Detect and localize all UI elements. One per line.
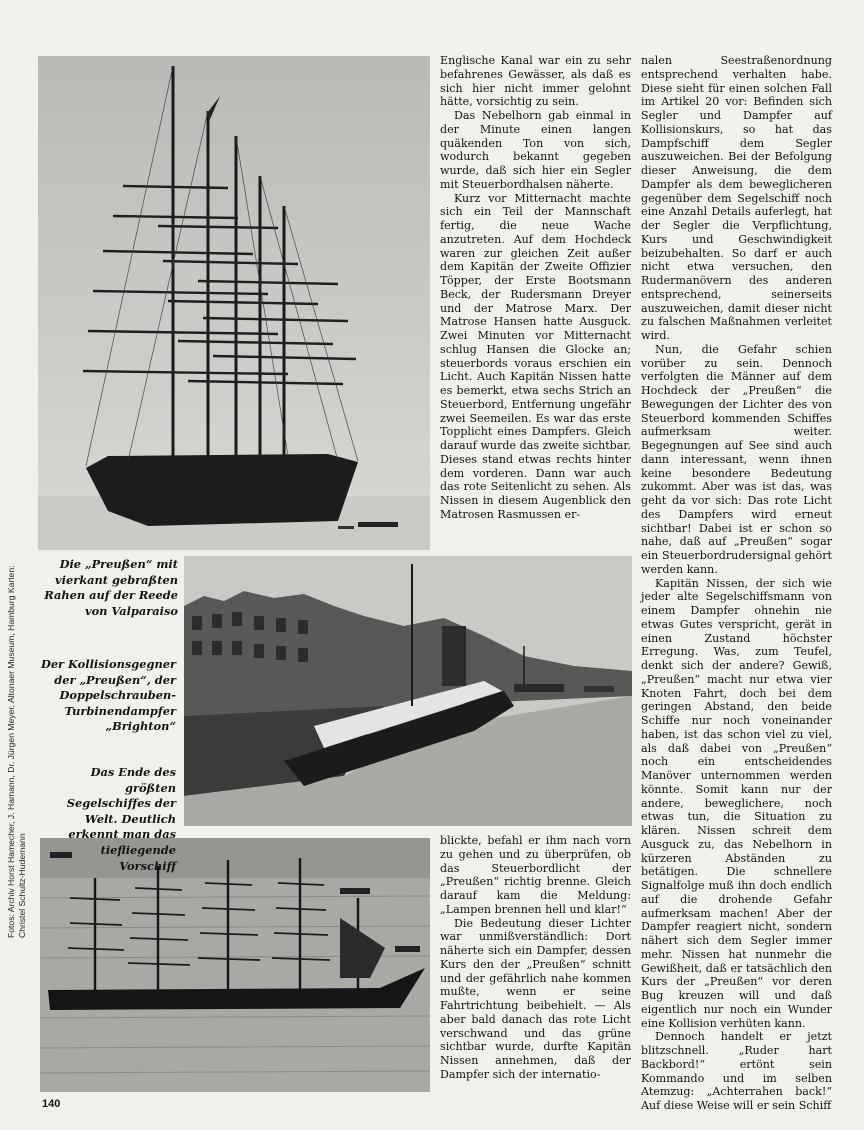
caption-brighton [40, 657, 176, 735]
steamer-harbour-image [184, 556, 632, 826]
photo-credit-text: Fotos: Archiv Horst Hamecher, J. Hamann, Dr. Jürgen Meyer, Altonaer Museum, Hamburg Karten: Christel Schultz-Hudemann [6, 565, 27, 938]
paragraph: blickte, befahl er ihm nach vorn zu gehen und zu überprüfen, ob das Steuerbordlicht der „Preußen“ richtig brenne. Gleich darauf kam die Meldung: „Lampen brennen hell und klar!“ [440, 834, 631, 916]
photo-credit [4, 548, 38, 938]
caption-wreck [40, 765, 176, 874]
five-masted-ship-image [38, 56, 430, 550]
brighton-photo [184, 556, 632, 826]
paragraph: Dennoch handelt er jetzt blitzschnell. „Ruder hart Backbord!“ ertönt sein Kommando und im selben Atemzug: „Achterrahen back!“ Auf diese Weise will er sein Schiff [641, 1030, 832, 1112]
caption-brighton-text: Der Kollisionsgegner der „Preußen“, der Doppelschrauben-Turbinendampfer „Brighton“ [40, 657, 176, 734]
caption-preussen-text: Die „Preußen“ mit vierkant gebraßten Rahen auf der Reede von Valparaiso [44, 557, 178, 618]
paragraph: Englische Kanal war ein zu sehr befahrenes Gewässer, als daß es sich hier nicht immer gelohnt hätte, vorsichtig zu sein. [440, 54, 631, 109]
article-column-1-top [440, 54, 631, 522]
caption-wreck-text: Das Ende des größten Segelschiffes der Welt. Deutlich erkennt man das tiefliegende Vorschiff [66, 765, 176, 873]
paragraph: Kurz vor Mitternacht machte sich ein Teil der Mannschaft fertig, die neue Wache anzutreten. Auf dem Hochdeck waren zur gleichen Zeit außer dem Kapitän der Zweite Offizier Töpper, der Erste Bootsmann Beck, der Rudersmann Dreyer und der Matrose Marx. Der Matrose Hansen hatte Ausguck. Zwei Minuten vor Mitternacht schlug Hansen die Glocke an; steuerbords voraus erschien ein Licht. Auch Kapitän Nissen hatte es bemerkt, etwa sechs Strich an Steuerbord, Entfernung ungefähr zwei Seemeilen. Es war das erste Topplicht eines Dampfers. Gleich darauf wurde das zweite sichtbar. Dieses stand etwas rechts hinter dem vorderen. Dann war auch das rote Seitenlicht zu sehen. Als Nissen in diesem Augenblick den Matrosen Rasmussen er- [440, 191, 631, 521]
wrecked-ship-image [40, 838, 430, 1092]
page-number: 140 [42, 1098, 61, 1110]
paragraph: Die Bedeutung dieser Lichter war unmißverständlich: Dort näherte sich ein Dampfer, dessen Kurs den der „Preußen“ schnitt und der gefährlich nahe kommen mußte, wenn er seine Fahrtrichtung beibehielt. — Als aber bald danach das rote Licht verschwand und das grüne sichtbar wurde, durfte Kapitän Nissen annehmen, daß der Dampfer sich der internatio- [440, 916, 631, 1081]
paragraph: Nun, die Gefahr schien vorüber zu sein. Dennoch verfolgten die Männer auf dem Hochdeck der „Preußen“ die Bewegungen der Lichter des von Steuerbord kommenden Schiffes aufmerksam weiter. Begegnungen auf See sind auch dann interessant, wenn ihnen keine besondere Bedeutung zukommt. Aber was ist das, was geht da vor sich: Das rote Licht des Dampfers wird erneut sichtbar! Dabei ist er schon so nahe, daß auf „Preußen“ sogar ein Steuerbordrudersignal gehört werden kann. [641, 342, 832, 576]
paragraph: nalen Seestraßenordnung entsprechend verhalten habe. Diese sieht für einen solchen Fall im Artikel 20 vor: Befinden sich Segler und Dampfer auf Kollisionskurs, so hat das Dampfschiff dem Segler auszuweichen. Bei der Befolgung dieser Anweisung, die dem Dampfer als dem beweglicheren gegenüber dem Segelschiff noch eine Anzahl Details auferlegt, hat der Segler die Verpflichtung, Kurs und Geschwindigkeit beizubehalten. So darf er auch nicht etwa versuchen, den Rudermanövern des anderen entsprechend, seinerseits auszuweichen, damit dieser nicht zu falschen Maßnahmen verleitet wird. [641, 54, 832, 342]
wreck-photo [40, 838, 430, 1092]
preussen-photo [38, 56, 430, 550]
paragraph: Kapitän Nissen, der sich wie jeder alte Segelschiffsmann von einem Dampfer ohnehin nie etwas Gutes verspricht, gerät in einen Zustand höchster Erregung. Was, zum Teufel, denkt sich der andere? Gewiß, „Preußen“ macht nur etwa vier Knoten Fahrt, doch bei dem geringen Abstand, den beide Schiffe nur noch voneinander haben, ist das schon viel zu viel, als daß dabei von „Preußen“ noch ein entscheidendes Manöver unternommen werden könnte. Somit kann nur der andere, beweglichere, noch etwas tun, die Situation zu klären. Nissen schreit dem Ausguck zu, das Nebelhorn in kürzeren Abständen zu betätigen. Die schnellere Signalfolge muß ihn doch endlich auf die drohende Gefahr aufmerksam machen! Aber der Dampfer reagiert nicht, sondern nähert sich dem Segler immer mehr. Nissen hat nunmehr die Gewißheit, daß er tatsächlich den Kurs der „Preußen“ vor deren Bug kreuzen will und daß eigentlich nur noch ein Wunder eine Kollision verhüten kann. [641, 576, 832, 1030]
article-column-1-bottom [440, 834, 631, 1082]
article-column-2 [641, 54, 832, 1113]
paragraph: Das Nebelhorn gab einmal in der Minute einen langen quäkenden Ton von sich, wodurch bekannt gegeben wurde, daß sich hier ein Segler mit Steuerbordhalsen näherte. [440, 109, 631, 191]
caption-preussen [40, 557, 178, 619]
